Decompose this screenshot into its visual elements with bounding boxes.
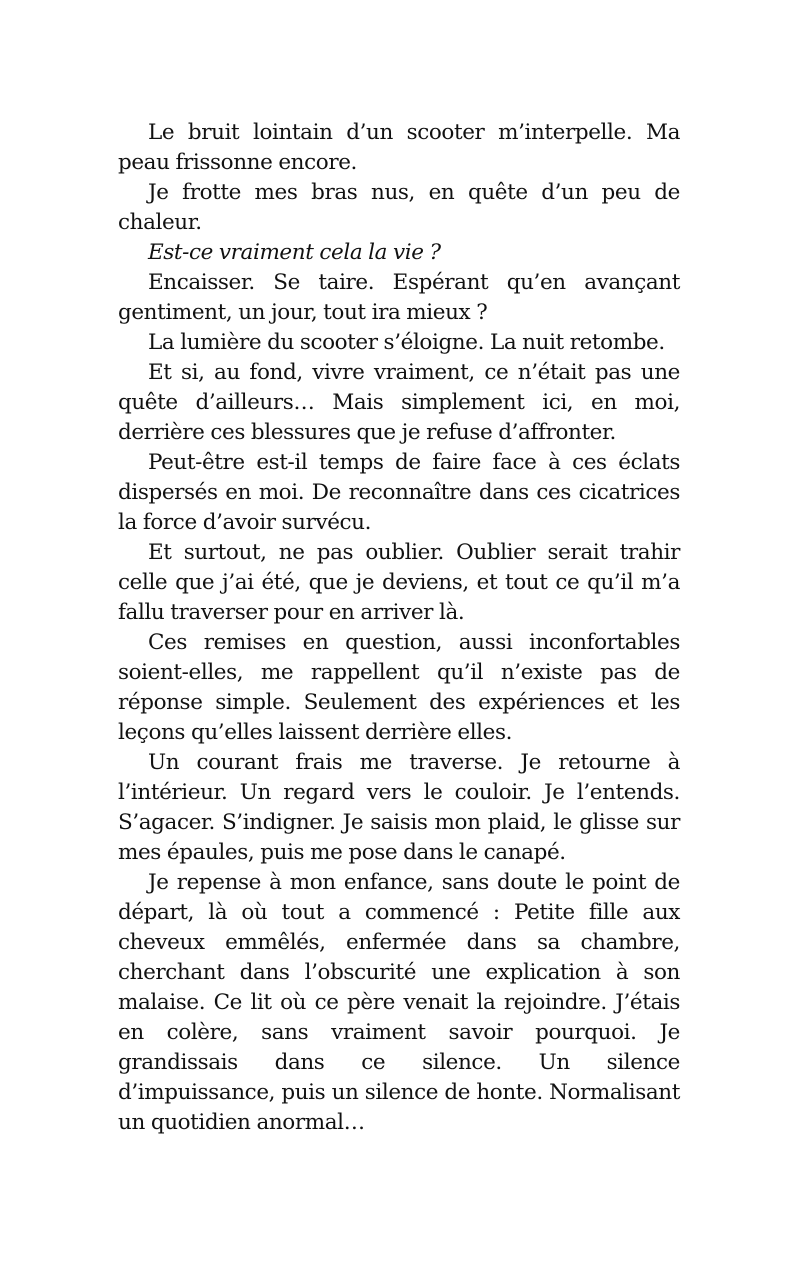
paragraph: Ces remises en question, aussi inconfortables soient-elles, me rappellent qu’il n’existe pas de réponse simple. Seulement des expériences et les leçons qu’elles laissent derrière elles. bbox=[118, 630, 680, 745]
paragraph: Un courant frais me traverse. Je retourne à l’intérieur. Un regard vers le couloir. Je l’entends. S’agacer. S’indigner. Je saisis mon plaid, le glisse sur mes épaules, puis me pose dans le canapé. bbox=[118, 750, 680, 865]
page-body bbox=[118, 118, 680, 1138]
paragraph: Et si, au fond, vivre vraiment, ce n’était pas une quête d’ailleurs… Mais simplement ici, en moi, derrière ces blessures que je refuse d’affronter. bbox=[118, 360, 680, 445]
paragraph: Peut-être est-il temps de faire face à ces éclats dispersés en moi. De reconnaître dans ces cicatrices la force d’avoir survécu. bbox=[118, 450, 680, 535]
paragraph: Encaisser. Se taire. Espérant qu’en avançant gentiment, un jour, tout ira mieux ? bbox=[118, 270, 680, 325]
paragraph: Et surtout, ne pas oublier. Oublier serait trahir celle que j’ai été, que je deviens, et tout ce qu’il m’a fallu traverser pour en arriver là. bbox=[118, 540, 680, 625]
paragraph-italic: Est-ce vraiment cela la vie ? bbox=[148, 240, 441, 265]
paragraph: Je frotte mes bras nus, en quête d’un peu de chaleur. bbox=[118, 180, 680, 235]
paragraph: Je repense à mon enfance, sans doute le point de départ, là où tout a commencé : Petite fille aux cheveux emmêlés, enfermée dans sa chambre, cherchant dans l’obscurité une explication à son malaise. Ce lit où ce père venait la rejoindre. J’étais en colère, sans vraiment savoir pourquoi. Je grandissais dans ce silence. Un silence d’impuissance, puis un silence de honte. Normalisant un quotidien anormal… bbox=[118, 870, 680, 1135]
paragraph: Le bruit lointain d’un scooter m’interpelle. Ma peau frissonne encore. bbox=[118, 120, 680, 175]
paragraph: La lumière du scooter s’éloigne. La nuit retombe. bbox=[148, 330, 665, 355]
